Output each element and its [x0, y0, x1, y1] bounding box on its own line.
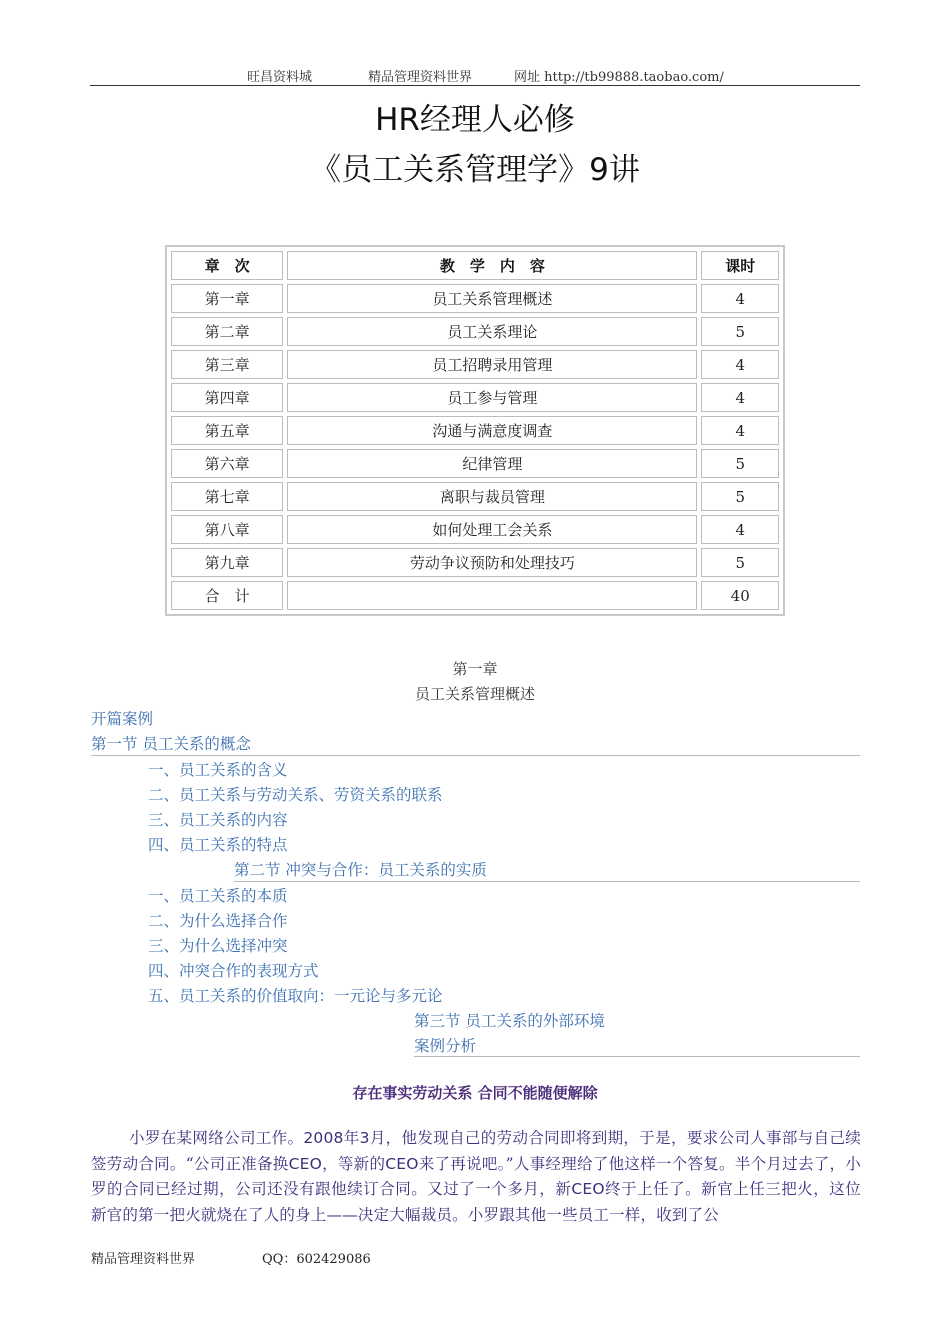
cell-chapter: 第四章	[171, 383, 283, 412]
table-row	[171, 416, 779, 445]
table-row	[171, 284, 779, 313]
toc-section-2[interactable]: 第二节 冲突与合作：员工关系的实质	[234, 861, 487, 879]
cell-hours: 5	[701, 449, 779, 478]
cell-chapter: 第八章	[171, 515, 283, 544]
cell-chapter: 第一章	[171, 284, 283, 313]
total-hours: 40	[701, 581, 779, 610]
cell-content: 员工关系管理概述	[287, 284, 697, 313]
case-month: 3	[359, 1129, 370, 1147]
toc-item-2-2[interactable]: 二、为什么选择合作	[148, 912, 288, 930]
toc-section-1[interactable]: 第一节 员工关系的概念	[91, 735, 251, 753]
header-content: 教 学 内 容	[287, 251, 697, 280]
toc-item-2-1[interactable]: 一、员工关系的本质	[148, 887, 288, 905]
case-ceo: CEO	[288, 1154, 323, 1173]
total-label: 合 计	[171, 581, 283, 610]
toc-divider	[91, 755, 860, 756]
cell-hours: 5	[701, 548, 779, 577]
header-shop-name: 旺昌资料城	[247, 70, 313, 85]
table-row	[171, 482, 779, 511]
chapter-name: 员工关系管理概述	[414, 685, 535, 703]
cell-chapter: 第六章	[171, 449, 283, 478]
toc-opening-case[interactable]: 开篇案例	[91, 710, 154, 728]
toc-item-1-4[interactable]: 四、员工关系的特点	[148, 836, 288, 854]
table-total-row	[171, 581, 779, 610]
cell-chapter: 第七章	[171, 482, 283, 511]
header-chapter: 章 次	[171, 251, 283, 280]
toc-case-analysis[interactable]: 案例分析	[414, 1037, 477, 1055]
case-text: 月，他发现自己的劳动合同即将到期，于是，要求公司人事部与自己续签劳动合同。“公司正准备换	[91, 1129, 861, 1173]
toc-divider	[414, 1056, 860, 1057]
cell-hours: 4	[701, 416, 779, 445]
page-header	[90, 66, 860, 86]
cell-content: 员工招聘录用管理	[287, 350, 697, 379]
cell-content: 如何处理工会关系	[287, 515, 697, 544]
cell-content: 纪律管理	[287, 449, 697, 478]
cell-content: 劳动争议预防和处理技巧	[287, 548, 697, 577]
cell-chapter: 第三章	[171, 350, 283, 379]
footer-qq: QQ：602429086	[262, 1252, 371, 1267]
table-header-row	[171, 251, 779, 280]
course-table	[165, 245, 785, 616]
toc-item-1-2[interactable]: 二、员工关系与劳动关系、劳资关系的联系	[148, 786, 443, 804]
case-text: 终于上任了。新官上任三把火，这位新官的第一把火就烧在了人的身上——决定大幅裁员。小罗跟其他一些员工一样，收到了公	[91, 1180, 861, 1224]
case-text: 小罗在某网络公司工作。	[129, 1129, 304, 1147]
case-text: ，等新的	[322, 1154, 386, 1173]
cell-hours: 4	[701, 350, 779, 379]
header-url: 网址 http://tb99888.taobao.com/	[514, 70, 724, 85]
cell-chapter: 第二章	[171, 317, 283, 346]
toc-item-2-4[interactable]: 四、冲突合作的表现方式	[148, 962, 319, 980]
cell-content: 员工参与管理	[287, 383, 697, 412]
toc-divider	[234, 881, 860, 882]
doc-title-line2: 《员工关系管理学》9讲	[310, 152, 640, 188]
cell-chapter: 第五章	[171, 416, 283, 445]
table-row	[171, 317, 779, 346]
cell-hours: 5	[701, 317, 779, 346]
case-paragraph	[91, 1126, 861, 1228]
doc-title-line1: HR经理人必修	[375, 102, 575, 138]
total-content	[287, 581, 697, 610]
table-row	[171, 515, 779, 544]
cell-hours: 4	[701, 515, 779, 544]
cell-content: 员工关系理论	[287, 317, 697, 346]
case-ceo: CEO	[571, 1180, 605, 1198]
footer-world-name: 精品管理资料世界	[91, 1252, 196, 1267]
chapter-number: 第一章	[452, 660, 498, 678]
table-row	[171, 350, 779, 379]
toc-item-1-3[interactable]: 三、员工关系的内容	[148, 811, 288, 829]
table-row	[171, 383, 779, 412]
cell-hours: 4	[701, 383, 779, 412]
toc-section-3[interactable]: 第三节 员工关系的外部环境	[414, 1012, 605, 1030]
toc-item-2-3[interactable]: 三、为什么选择冲突	[148, 937, 288, 955]
cell-hours: 5	[701, 482, 779, 511]
header-world-name: 精品管理资料世界	[368, 70, 473, 85]
cell-content: 沟通与满意度调查	[287, 416, 697, 445]
toc-item-2-5[interactable]: 五、员工关系的价值取向：一元论与多元论	[148, 987, 443, 1005]
case-text: 年	[343, 1129, 360, 1147]
cell-hours: 4	[701, 284, 779, 313]
header-hours: 课时	[701, 251, 779, 280]
case-title: 存在事实劳动关系 合同不能随便解除	[352, 1084, 598, 1102]
table-row	[171, 548, 779, 577]
cell-content: 离职与裁员管理	[287, 482, 697, 511]
case-ceo: CEO	[385, 1154, 419, 1173]
cell-chapter: 第九章	[171, 548, 283, 577]
case-year: 2008	[303, 1129, 344, 1147]
table-row	[171, 449, 779, 478]
toc-item-1-1[interactable]: 一、员工关系的含义	[148, 761, 288, 779]
case-text: 来了再说吧。”人事经理给了他这样一个答复。半个月过去了，小罗的合同已经过期，公司还没有跟他续订合同。又过了一个多月，新	[91, 1154, 861, 1198]
